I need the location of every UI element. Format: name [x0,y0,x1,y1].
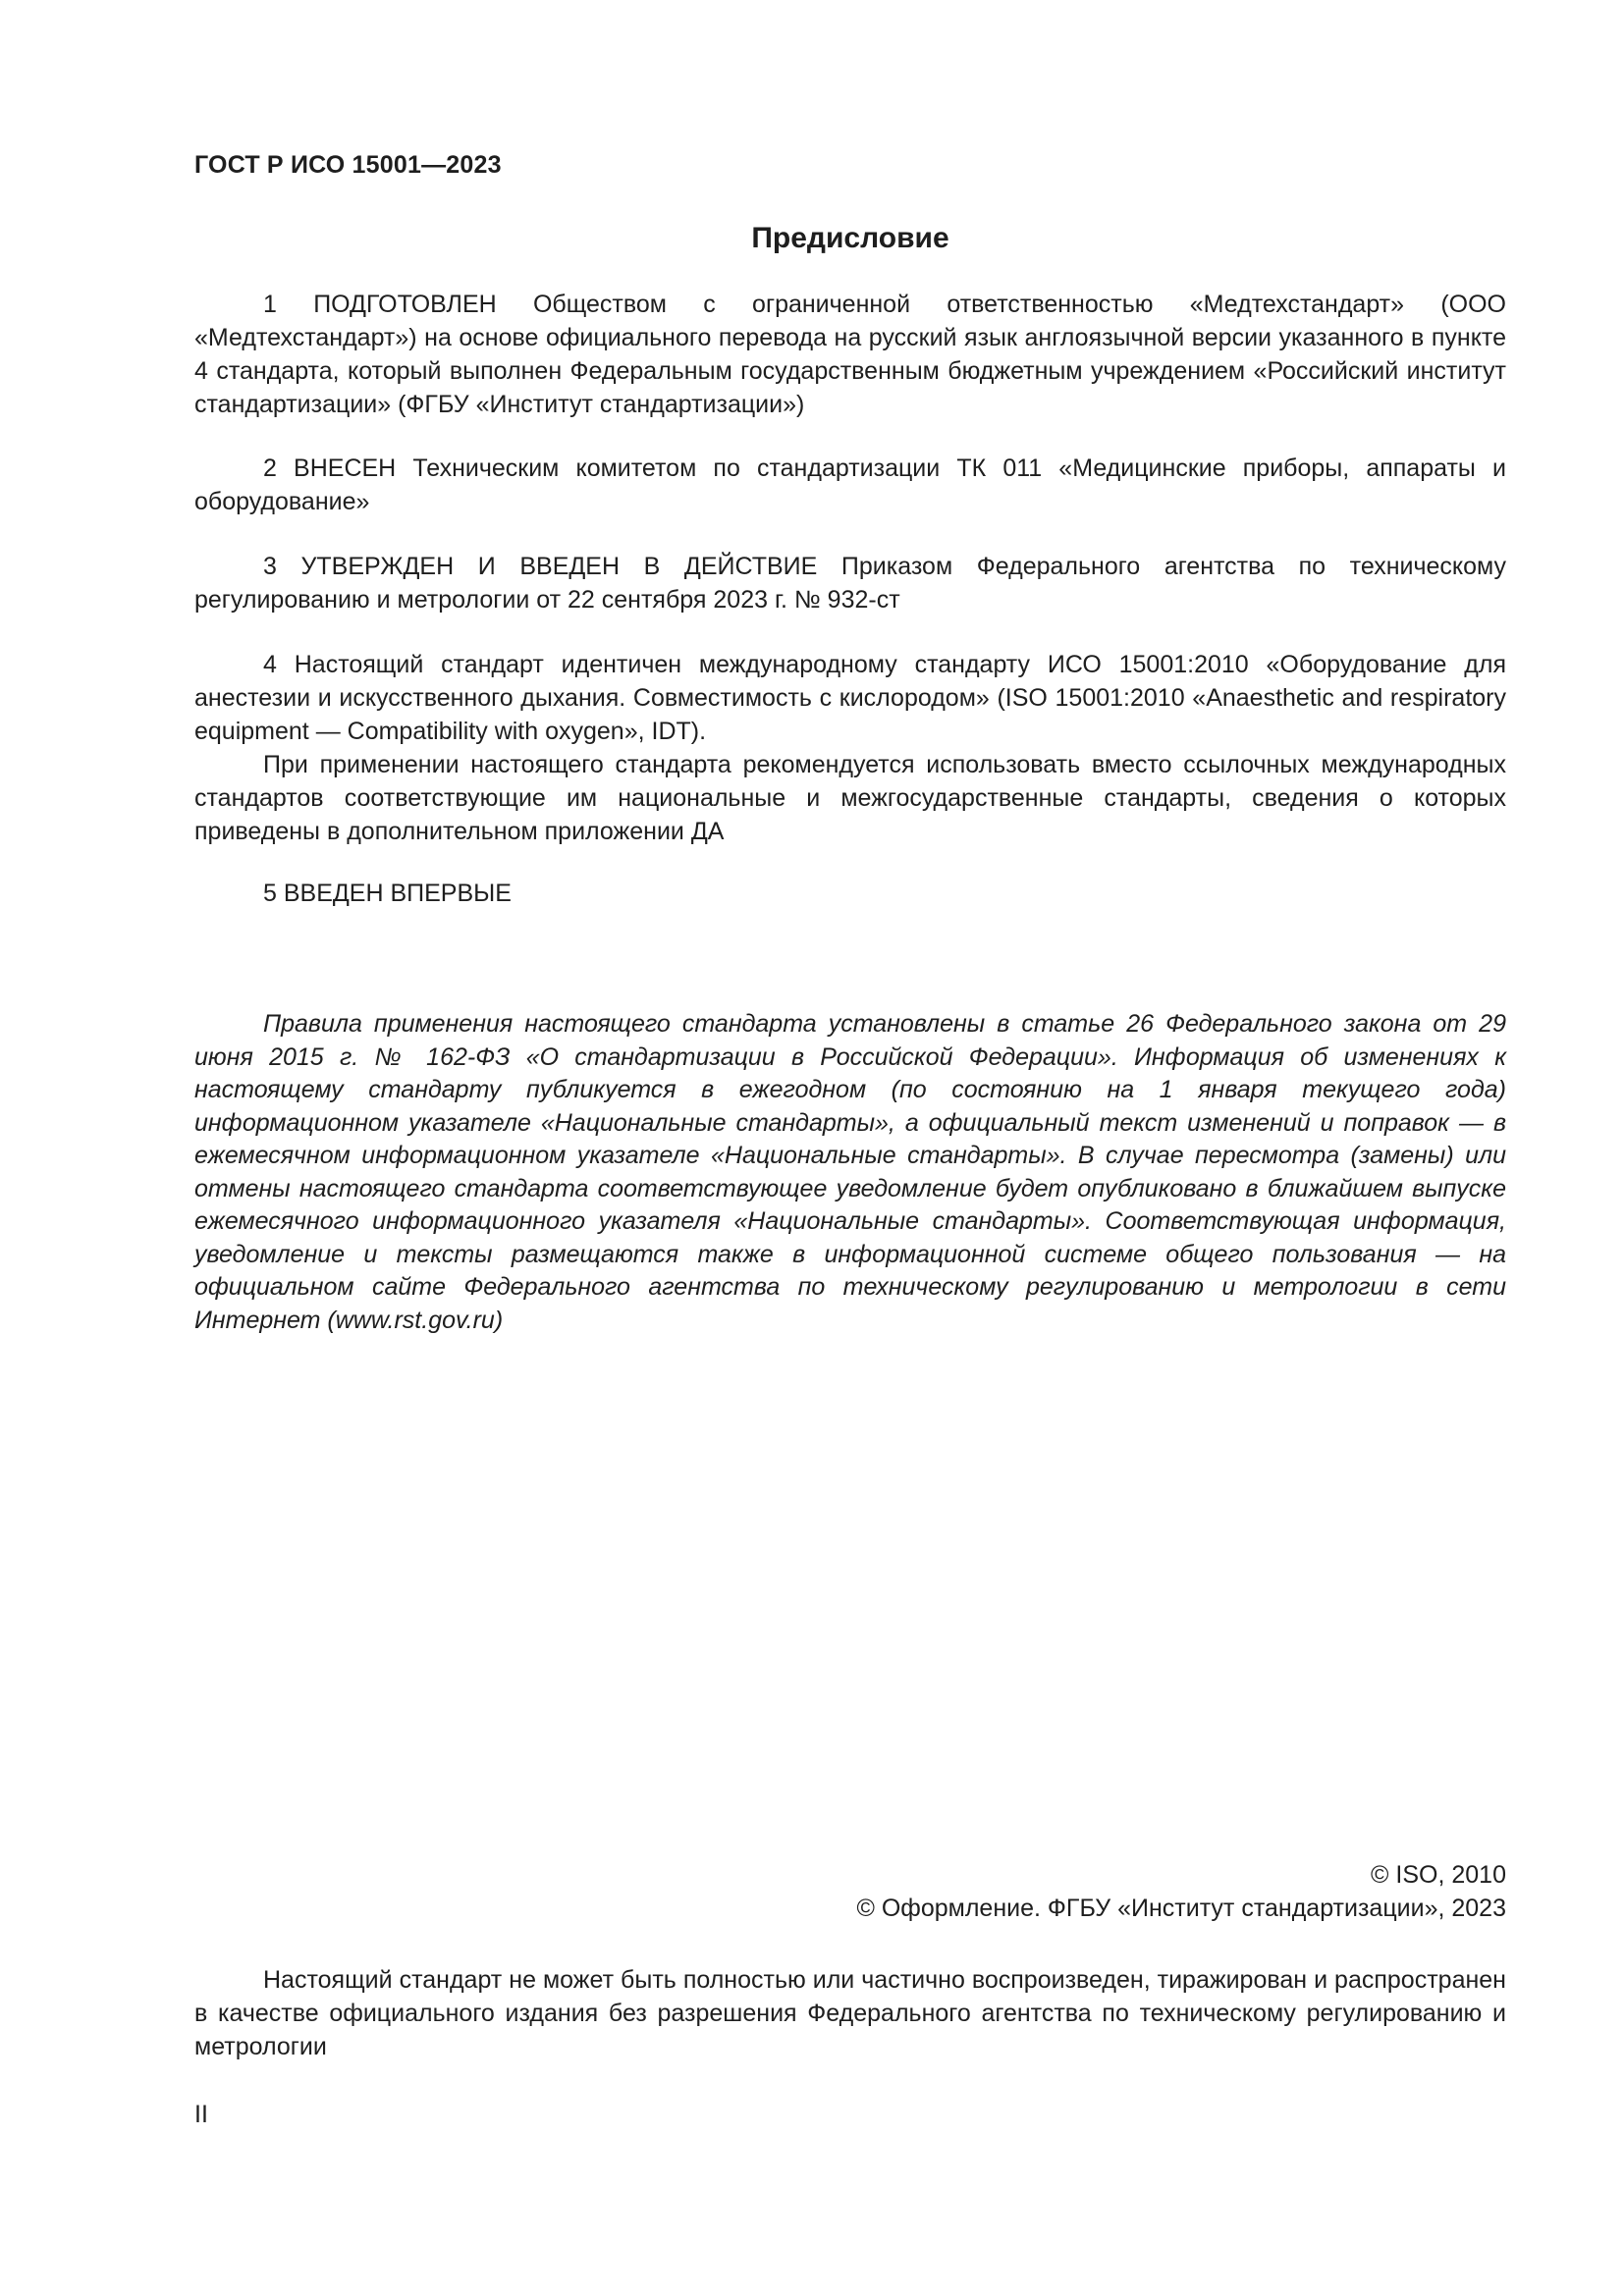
document-code: ГОСТ Р ИСО 15001—2023 [194,151,502,179]
page-number: II [194,2101,208,2128]
foreword-item-4 [194,648,1506,848]
foreword-item-1-text: 1 ПОДГОТОВЛЕН Обществом с ограниченной ответственностью «Медтехстандарт» (ООО «Медтехстандарт») на основе официального перевода на русский язык англоязычной версии указанного в пункте 4 стандарта, который выполнен Федеральным государственным бюджетным учреждением «Российский институт стандартизации» (ФГБУ «Институт стандартизации») [194,291,1506,418]
page-title: Предисловие [751,222,949,254]
foreword-item-4-note: При применении настоящего стандарта рекомендуется использовать вместо ссылочных международных стандартов соответствующие им национальные и межгосударственные стандарты, сведения о которых приведены в дополнительном приложении ДА [194,751,1506,845]
foreword-item-4-text: 4 Настоящий стандарт идентичен международному стандарту ИСО 15001:2010 «Оборудование для анестезии и искусственного дыхания. Совместимость с кислородом» (ISO 15001:2010 «Anaesthetic and respiratory equipment — Compatibility with oxygen», IDT). [194,651,1506,745]
rules-notice-text: Правила применения настоящего стандарта установлены в статье 26 Федерального закона от 29 июня 2015 г. № 162-ФЗ «О стандартизации в Российской Федерации». Информация об изменениях к настоящему стандарту публикуется в ежегодном (по состоянию на 1 января текущего года) информационном указателе «Национальные стандарты», а официальный текст изменений и поправок — в ежемесячном информационном указателе «Национальные стандарты». В случае пересмотра (замены) или отмены настоящего стандарта соответствующее уведомление будет опубликовано в ближайшем выпуске ежемесячного информационного указателя «Национальные стандарты». Соответствующая информация, уведомление и тексты размещаются также в информационной системе общего пользования — на официальном сайте Федерального агентства по техническому регулированию и метрологии в сети Интернет (www.rst.gov.ru) [194,1010,1506,1334]
foreword-item-1 [194,288,1506,421]
foreword-item-2-text: 2 ВНЕСЕН Техническим комитетом по стандартизации ТК 011 «Медицинские приборы, аппараты и оборудование» [194,454,1506,515]
foreword-item-3-text: 3 УТВЕРЖДЕН И ВВЕДЕН В ДЕЙСТВИЕ Приказом Федерального агентства по техническому регулированию и метрологии от 22 сентября 2023 г. № 932-ст [194,553,1506,614]
foreword-item-5 [194,877,1506,910]
reproduction-notice-text: Настоящий стандарт не может быть полностью или частично воспроизведен, тиражирован и распространен в качестве официального издания без разрешения Федерального агентства по техническому регулированию и метрологии [194,1966,1506,2060]
copyright-block [856,1858,1506,1925]
foreword-item-3 [194,550,1506,616]
copyright-design: © Оформление. ФГБУ «Институт стандартизации», 2023 [856,1895,1506,1922]
foreword-item-5-text: 5 ВВЕДЕН ВПЕРВЫЕ [263,880,512,907]
foreword-item-2 [194,452,1506,518]
rules-notice [194,1008,1506,1337]
copyright-iso: © ISO, 2010 [1371,1861,1506,1889]
reproduction-notice [194,1963,1506,2063]
